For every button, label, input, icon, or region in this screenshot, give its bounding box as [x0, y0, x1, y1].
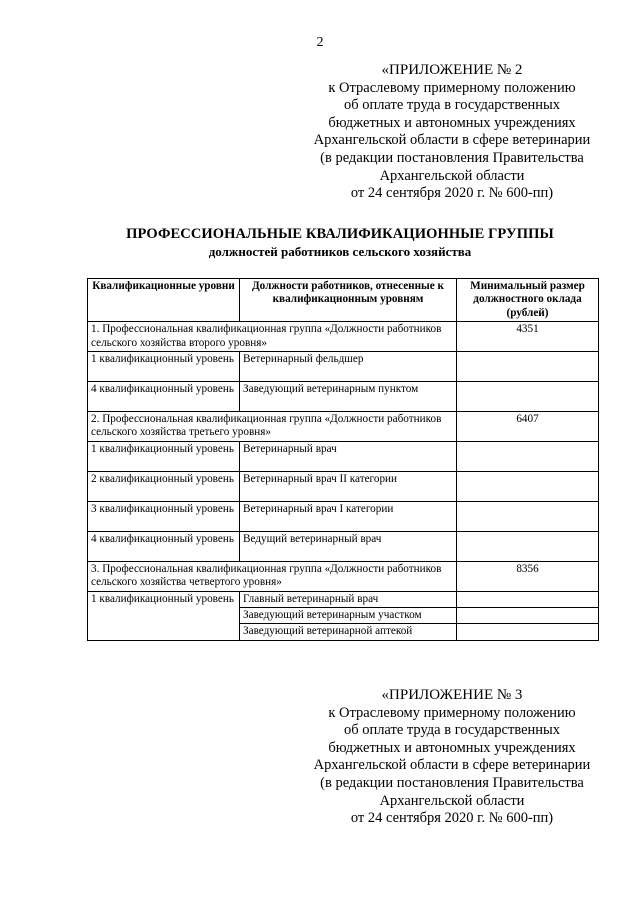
appendix-2-header	[296, 62, 608, 203]
qualification-groups-table	[87, 278, 599, 641]
level-cell: 3 квалификационный уровень	[88, 501, 240, 531]
level-cell: 2 квалификационный уровень	[88, 471, 240, 501]
appendix-3-line: от 24 сентября 2020 г. № 600-пп)	[350, 810, 554, 827]
position-cell: Ведущий ветеринарный врач	[240, 531, 457, 561]
group-salary: 4351	[457, 322, 599, 352]
level-cell: 1 квалификационный уровень	[88, 591, 240, 640]
appendix-2-line: Архангельской области	[379, 167, 525, 184]
appendix-3-line: Архангельской области	[379, 792, 525, 809]
salary-cell	[457, 624, 599, 640]
appendix-2-line: к Отраслевому примерному положению	[328, 79, 576, 96]
salary-cell	[457, 382, 599, 412]
document-title	[0, 226, 640, 260]
appendix-3-line: (в редакции постановления Правительства	[320, 774, 584, 791]
position-cell: Заведующий ветеринарным пунктом	[240, 382, 457, 412]
group-name: 2. Профессиональная квалификационная группа «Должности работников сельского хозяйства третьего уровня»	[88, 412, 457, 442]
table-row	[88, 441, 599, 471]
group-row	[88, 322, 599, 352]
table-row	[88, 382, 599, 412]
appendix-3-line: Архангельской области в сфере ветеринарии	[313, 757, 591, 774]
salary-cell	[457, 441, 599, 471]
group-salary: 8356	[457, 561, 599, 591]
position-cell: Главный ветеринарный врач	[240, 591, 457, 607]
appendix-3-line: об оплате труда в государственных	[343, 722, 561, 739]
appendix-2-line: от 24 сентября 2020 г. № 600-пп)	[350, 185, 554, 202]
appendix-3-title: «ПРИЛОЖЕНИЕ № 3	[381, 687, 523, 703]
appendix-2-title: «ПРИЛОЖЕНИЕ № 2	[381, 62, 523, 78]
header-salary: Минимальный размер должностного оклада (рублей)	[457, 279, 599, 322]
header-positions: Должности работников, отнесенные к квалификационным уровням	[240, 279, 457, 322]
table-row	[88, 531, 599, 561]
appendix-3-header	[296, 687, 608, 828]
appendix-3-line: к Отраслевому примерному положению	[328, 704, 576, 721]
table-row	[88, 471, 599, 501]
table-header-row	[88, 279, 599, 322]
group-name: 1. Профессиональная квалификационная группа «Должности работников сельского хозяйства второго уровня»	[88, 322, 457, 352]
salary-cell	[457, 608, 599, 624]
group-name: 3. Профессиональная квалификационная группа «Должности работников сельского хозяйства четвертого уровня»	[88, 561, 457, 591]
title-line-1: ПРОФЕССИОНАЛЬНЫЕ КВАЛИФИКАЦИОННЫЕ ГРУППЫ	[126, 226, 554, 242]
position-cell: Заведующий ветеринарным участком	[240, 608, 457, 624]
group-salary: 6407	[457, 412, 599, 442]
position-cell: Ветеринарный врач	[240, 441, 457, 471]
table-row	[88, 591, 599, 607]
appendix-2-line: (в редакции постановления Правительства	[320, 149, 584, 166]
salary-cell	[457, 471, 599, 501]
level-cell: 4 квалификационный уровень	[88, 382, 240, 412]
position-cell: Заведующий ветеринарной аптекой	[240, 624, 457, 640]
title-line-2: должностей работников сельского хозяйства	[208, 244, 472, 259]
table-row	[88, 501, 599, 531]
group-row	[88, 561, 599, 591]
group-row	[88, 412, 599, 442]
level-cell: 1 квалификационный уровень	[88, 352, 240, 382]
position-cell: Ветеринарный врач I категории	[240, 501, 457, 531]
level-cell: 1 квалификационный уровень	[88, 441, 240, 471]
position-cell: Ветеринарный врач II категории	[240, 471, 457, 501]
appendix-2-line: Архангельской области в сфере ветеринарии	[313, 132, 591, 149]
salary-cell	[457, 501, 599, 531]
appendix-2-line: бюджетных и автономных учреждениях	[328, 114, 576, 131]
level-cell: 4 квалификационный уровень	[88, 531, 240, 561]
salary-cell	[457, 352, 599, 382]
table-row	[88, 352, 599, 382]
position-cell: Ветеринарный фельдшер	[240, 352, 457, 382]
appendix-3-line: бюджетных и автономных учреждениях	[328, 739, 576, 756]
salary-cell	[457, 591, 599, 607]
header-levels: Квалификационные уровни	[88, 279, 240, 322]
salary-cell	[457, 531, 599, 561]
page-number: 2	[316, 35, 324, 50]
appendix-2-line: об оплате труда в государственных	[343, 97, 561, 114]
